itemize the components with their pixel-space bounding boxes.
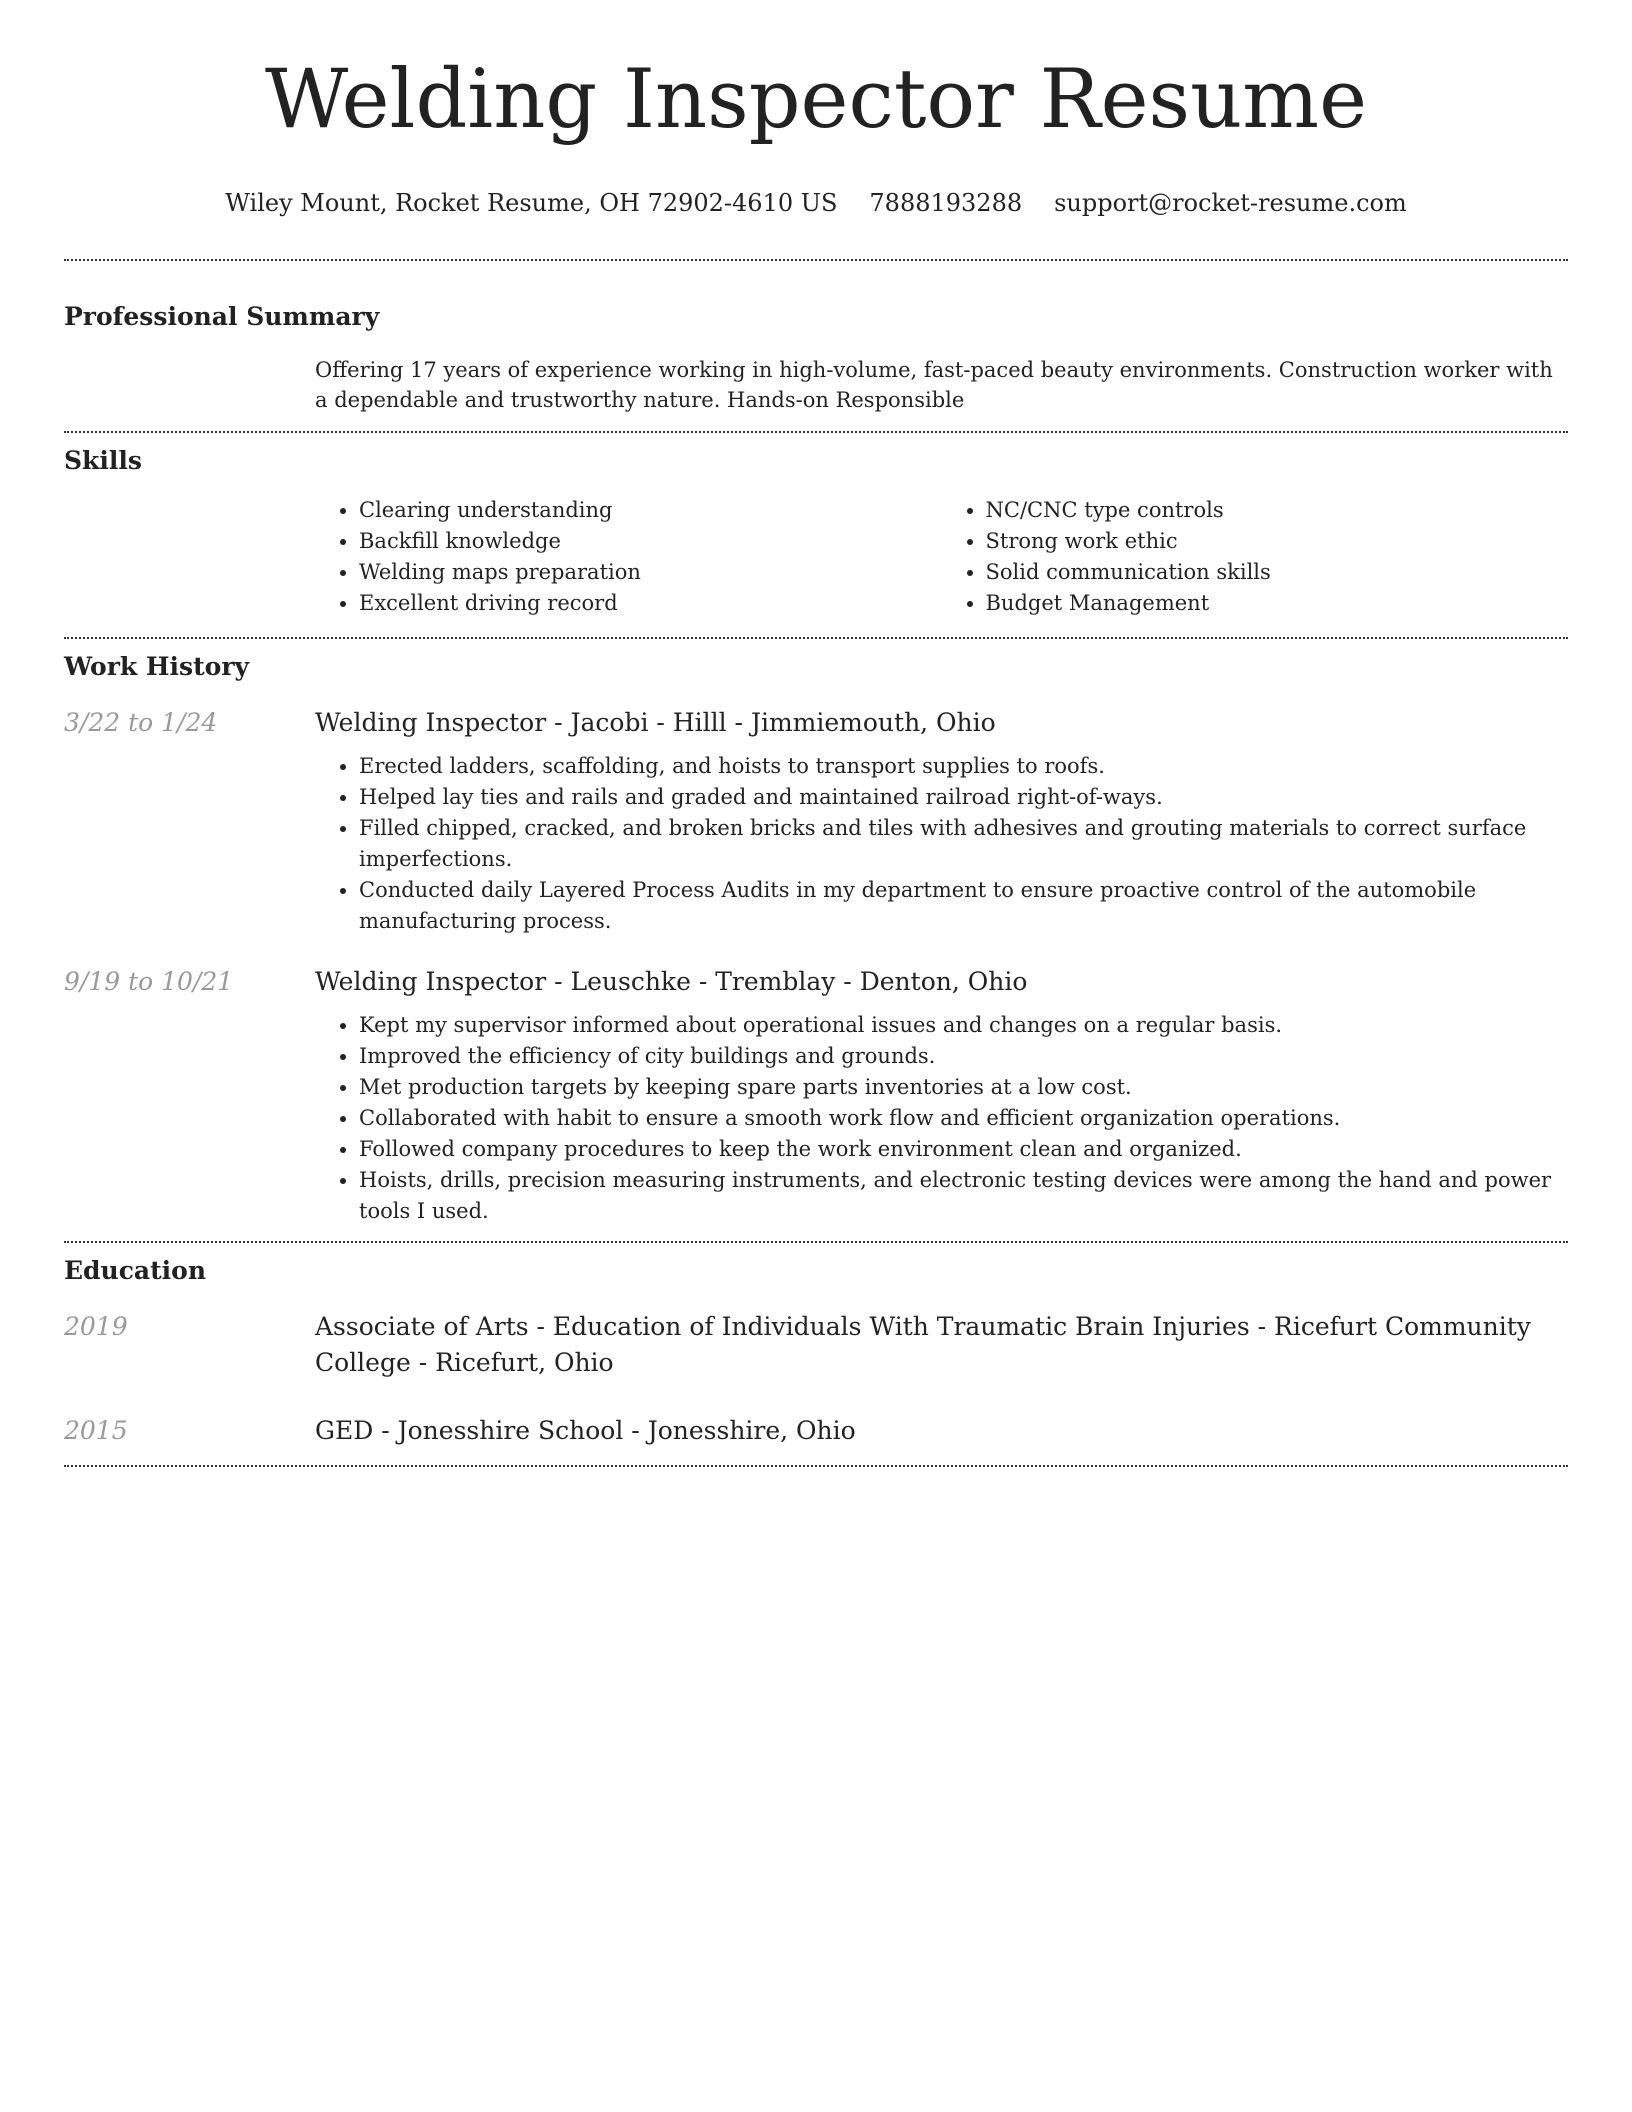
skill-item: • Welding maps preparation — [359, 557, 942, 588]
summary-heading: Professional Summary — [64, 302, 380, 331]
skill-item: • Backfill knowledge — [359, 526, 942, 557]
job-bullet: • Hoists, drills, precision measuring instruments, and electronic testing devices were among the hand and power tools I used. — [359, 1165, 1568, 1227]
job-bullet: • Met production targets by keeping spare parts inventories at a low cost. — [359, 1072, 1568, 1103]
divider — [64, 1465, 1568, 1467]
skill-item: • Solid communication skills — [986, 557, 1569, 588]
skill-item: • Excellent driving record — [359, 588, 942, 619]
job-bullet: • Filled chipped, cracked, and broken bricks and tiles with adhesives and grouting materials to correct surface imperfections. — [359, 813, 1568, 875]
education-year: 2019 — [64, 1312, 128, 1341]
job-bullet: • Conducted daily Layered Process Audits in my department to ensure proactive control of the automobile manufacturing process. — [359, 875, 1568, 937]
skills-grid — [315, 495, 1568, 619]
education-detail: GED - Jonesshire School - Jonesshire, Ohio — [315, 1416, 856, 1445]
skills-heading: Skills — [64, 446, 142, 475]
divider — [64, 431, 1568, 433]
education-entry — [64, 1309, 1568, 1381]
education-year: 2015 — [64, 1416, 128, 1445]
contact-phone: 7888193288 — [869, 189, 1023, 217]
job-title: Welding Inspector - Jacobi - Hilll - Jimmiemouth, Ohio — [315, 708, 996, 737]
job-bullet: • Helped lay ties and rails and graded and maintained railroad right-of-ways. — [359, 782, 1568, 813]
job-bullets — [315, 1010, 1568, 1227]
resume-title: Welding Inspector Resume — [264, 53, 1368, 147]
education-entry — [64, 1413, 1568, 1449]
job-bullet: • Erected ladders, scaffolding, and hoists to transport supplies to roofs. — [359, 751, 1568, 782]
job-bullet: • Collaborated with habit to ensure a smooth work flow and efficient organization operations. — [359, 1103, 1568, 1134]
education-heading: Education — [64, 1256, 207, 1285]
contact-line — [64, 188, 1568, 218]
skills-list-left — [315, 495, 942, 619]
divider — [64, 259, 1568, 261]
job-bullet: • Improved the efficiency of city buildings and grounds. — [359, 1041, 1568, 1072]
contact-address: Wiley Mount, Rocket Resume, OH 72902-4610 US — [225, 189, 838, 217]
job-entry — [64, 964, 1568, 1227]
skill-item: • Strong work ethic — [986, 526, 1569, 557]
job-bullet: • Kept my supervisor informed about operational issues and changes on a regular basis. — [359, 1010, 1568, 1041]
summary-text: Offering 17 years of experience working in high-volume, fast-paced beauty environments. Construction worker with a dependable and trustworthy nature. Hands-on Responsible — [315, 358, 1553, 412]
contact-email: support@rocket-resume.com — [1054, 189, 1407, 217]
divider — [64, 637, 1568, 639]
education-detail: Associate of Arts - Education of Individuals With Traumatic Brain Injuries - Ricefurt Community College - Ricefurt, Ohio — [315, 1312, 1531, 1377]
skill-item: • NC/CNC type controls — [986, 495, 1569, 526]
skill-item: • Clearing understanding — [359, 495, 942, 526]
skills-list-right — [942, 495, 1569, 619]
work-heading: Work History — [64, 652, 250, 681]
job-dates: 3/22 to 1/24 — [64, 708, 218, 737]
divider — [64, 1241, 1568, 1243]
job-bullet: • Followed company procedures to keep the work environment clean and organized. — [359, 1134, 1568, 1165]
skill-item: • Budget Management — [986, 588, 1569, 619]
job-entry — [64, 705, 1568, 937]
job-title: Welding Inspector - Leuschke - Tremblay - Denton, Ohio — [315, 967, 1028, 996]
job-bullets — [315, 751, 1568, 937]
job-dates: 9/19 to 10/21 — [64, 967, 234, 996]
